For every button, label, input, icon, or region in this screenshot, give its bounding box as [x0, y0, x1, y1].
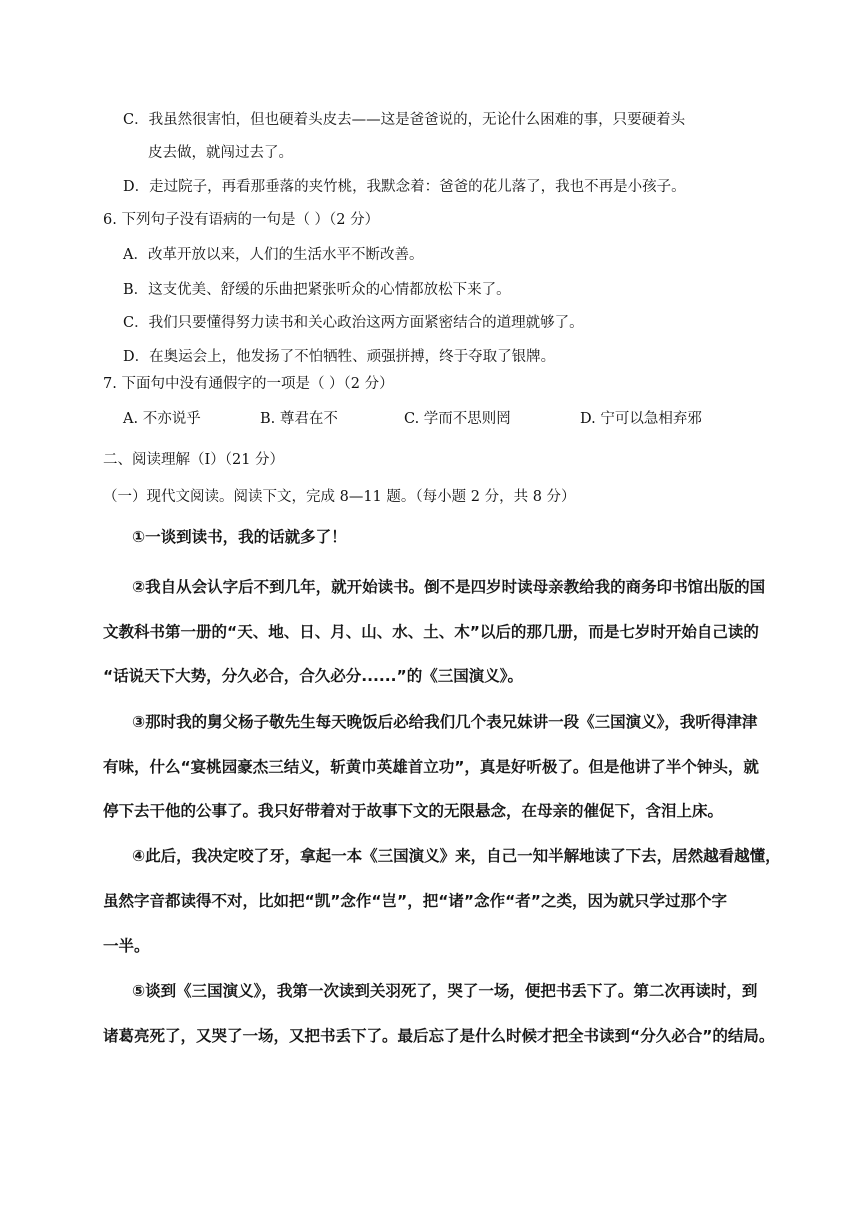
q6-option-a: A．改革开放以来，人们的生活水平不断改善。 [123, 247, 424, 263]
passage-line: 有味，什么“宴桃园豪杰三结义，斩黄巾英雄首立功”，真是好听极了。但是他讲了半个钟头，就 [103, 758, 759, 776]
q7-stem: 7. 下面句中没有通假字的一项是（ ）（2 分） [103, 376, 394, 392]
q5-option-d: D．走过院子，再看那垂落的夹竹桃，我默念着：爸爸的花儿落了，我也不再是小孩子。 [123, 179, 686, 195]
q6-option-b: B．这支优美、舒缓的乐曲把紧张听众的心情都放松下来了。 [123, 282, 511, 298]
q5-option-c-line2: 皮去做，就闯过去了。 [148, 145, 293, 161]
passage-line: ①一谈到读书，我的话就多了！ [132, 528, 347, 546]
passage-line: ④此后，我决定咬了牙，拿起一本《三国演义》来，自己一知半解地读了下去，居然越看越懂， [132, 847, 781, 865]
passage-line: 诸葛亮死了，又哭了一场，又把书丢下了。最后忘了是什么时候才把全书读到“分久必合”的结局。 [103, 1027, 775, 1045]
section2-intro: （一）现代文阅读。阅读下文，完成 8—11 题。（每小题 2 分，共 8 分） [103, 489, 576, 505]
passage-line: “话说天下大势，分久必合，合久必分......”的《三国演义》。 [103, 667, 523, 685]
passage-line: ③那时我的舅父杨子敬先生每天晚饭后必给我们几个表兄妹讲一段《三国演义》，我听得津津 [132, 713, 758, 731]
passage-line: 一半。 [103, 937, 150, 955]
section2-title: 二、阅读理解（I）（21 分） [103, 452, 285, 468]
passage-line: 停下去干他的公事了。我只好带着对于故事下文的无限悬念，在母亲的催促下，含泪上床。 [103, 802, 724, 820]
passage-line: 虽然字音都读得不对，比如把“凯”念作“岂”，把“诸”念作“者”之类，因为就只学过那个字 [103, 892, 727, 910]
q6-stem: 6. 下列句子没有语病的一句是（ ）（2 分） [103, 212, 380, 228]
q6-option-c: C．我们只要懂得努力读书和关心政治这两方面紧密结合的道理就够了。 [123, 315, 584, 331]
passage-line: 文教科书第一册的“天、地、日、月、山、水、土、木”以后的那几册，而是七岁时开始自己读的 [103, 623, 759, 641]
q6-option-d: D．在奥运会上，他发扬了不怕牺牲、顽强拼搏，终于夺取了银牌。 [123, 349, 556, 365]
q5-option-c-line1: C．我虽然很害怕，但也硬着头皮去——这是爸爸说的，无论什么困难的事，只要硬着头 [123, 112, 686, 128]
passage-line: ②我自从会认字后不到几年，就开始读书。倒不是四岁时读母亲教给我的商务印书馆出版的国 [132, 578, 766, 596]
q7-option-a: A. 不亦说乎 [123, 411, 201, 427]
passage-line: ⑤谈到《三国演义》，我第一次读到关羽死了，哭了一场，便把书丢下了。第二次再读时，到 [132, 982, 758, 1000]
q7-option-c: C. 学而不思则罔 [404, 411, 511, 427]
q7-option-b: B. 尊君在不 [260, 411, 338, 427]
q7-option-d: D. 宁可以急相弃邪 [580, 411, 702, 427]
